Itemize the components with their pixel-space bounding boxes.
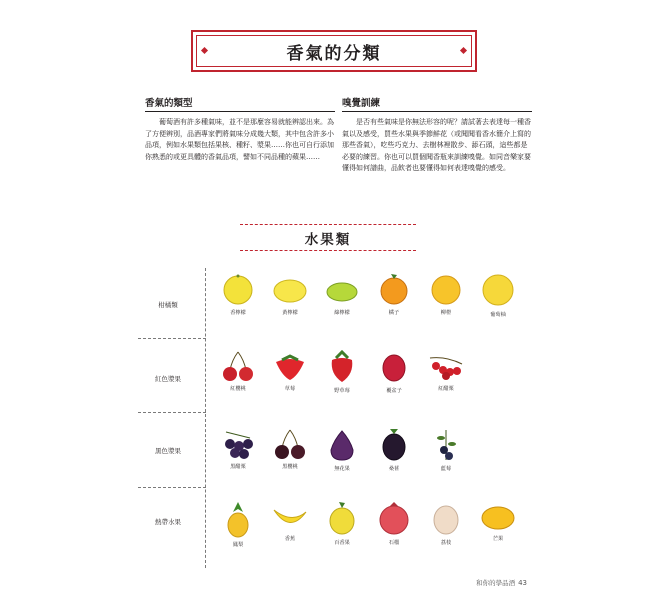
intro-left bbox=[145, 95, 335, 163]
fruit-name: 紅醋栗 bbox=[438, 386, 454, 392]
mango-icon bbox=[478, 500, 518, 532]
fruit-item bbox=[213, 428, 263, 470]
fruit-item bbox=[317, 350, 367, 394]
fruit-name: 香檸檬 bbox=[230, 310, 246, 316]
fruit-name: 草莓 bbox=[284, 386, 296, 392]
title-banner bbox=[191, 30, 477, 72]
black-cherry-icon bbox=[272, 428, 308, 460]
red-cherry-icon bbox=[220, 350, 256, 382]
intro-right-body: 是否有些氣味是你無法形容的呢？請試著去表達每一種香氣以及感受，買些水果與季節鮮花（或聞聞看香水簡介上寫的那些香氣），吃些巧克力、去樹林裡散步、舔石頭，這些都是必要的練習。你也可以買個聞香瓶來訓練嗅覺。如同音樂家要懂得如何譜曲，品飲者也要懂得如何表達嗅覺的感受。 bbox=[342, 118, 531, 172]
page-title: 香氣的分類 bbox=[286, 43, 382, 64]
category-label-red-berries: 紅色漿果 bbox=[155, 375, 181, 383]
fruit-item bbox=[213, 500, 263, 548]
book-title: 和你的學品酒 bbox=[476, 579, 516, 587]
mandarin-icon bbox=[377, 272, 411, 306]
fruit-item bbox=[421, 272, 471, 316]
fruit-item bbox=[473, 500, 523, 542]
fruit-item bbox=[265, 272, 315, 316]
fruit-item bbox=[421, 428, 471, 472]
ornament-icon bbox=[460, 47, 467, 54]
fruit-name: 黑醋栗 bbox=[230, 464, 246, 470]
fruit-item bbox=[265, 428, 315, 470]
intro-left-heading: 香氣的類型 bbox=[145, 95, 335, 112]
fruit-item bbox=[213, 272, 263, 316]
fruit-item bbox=[213, 350, 263, 392]
passion-fruit-icon bbox=[326, 500, 358, 536]
page-number: 43 bbox=[518, 579, 527, 587]
fruit-name: 無花果 bbox=[334, 466, 350, 472]
mulberry-icon bbox=[379, 428, 409, 462]
fruit-name: 紅櫻桃 bbox=[230, 386, 246, 392]
ornament-icon bbox=[201, 47, 208, 54]
page-footer bbox=[476, 578, 527, 587]
bergamot-icon bbox=[221, 272, 255, 306]
lime-icon bbox=[322, 272, 362, 306]
banana-icon bbox=[270, 500, 310, 532]
blueberry-icon bbox=[431, 428, 461, 462]
intro-left-body: 葡萄酒有許多種氣味，並不是那麼容易就能辨認出來。為了方便辨別，品酒專家們將氣味分成幾大類，其中包含許多小品項，例如水果類包括果核、種籽、漿果……你也可自行添加你熟悉的或更具體的香氣品項，譬如不同品種的蘋果…… bbox=[145, 118, 334, 161]
fruit-name: 橘子 bbox=[388, 310, 400, 316]
section-title-text: 水果類 bbox=[304, 232, 352, 248]
fruit-name: 藍莓 bbox=[440, 466, 452, 472]
fruit-item bbox=[317, 500, 367, 546]
category-label-black-berries: 黑色漿果 bbox=[155, 447, 181, 455]
lychee-icon bbox=[430, 500, 462, 536]
category-label-citrus: 柑橘類 bbox=[158, 301, 178, 309]
fruit-item bbox=[369, 500, 419, 546]
fruit-item bbox=[317, 272, 367, 316]
section-title bbox=[240, 228, 416, 248]
fruit-item bbox=[473, 272, 523, 318]
fruit-item bbox=[369, 428, 419, 472]
category-divider-vertical bbox=[205, 268, 206, 568]
fruit-name: 覆盆子 bbox=[386, 388, 402, 394]
fruit-name: 百香果 bbox=[334, 540, 350, 546]
intro-right-heading: 嗅覺訓練 bbox=[342, 95, 532, 112]
fruit-item bbox=[369, 272, 419, 316]
category-divider bbox=[138, 412, 206, 413]
fig-icon bbox=[326, 428, 358, 462]
category-divider bbox=[138, 487, 206, 488]
fruit-item bbox=[369, 350, 419, 394]
fruit-item bbox=[421, 500, 471, 546]
fruit-name: 鳳梨 bbox=[232, 542, 244, 548]
fruit-name: 柳橙 bbox=[440, 310, 452, 316]
blackcurrant-icon bbox=[220, 428, 256, 460]
grapefruit-icon bbox=[480, 272, 516, 308]
fruit-name: 香蕉 bbox=[284, 536, 296, 542]
divider bbox=[240, 224, 416, 225]
wild-strawberry-icon bbox=[326, 350, 358, 384]
fruit-name: 綠檸檬 bbox=[334, 310, 350, 316]
fruit-name: 桑葚 bbox=[388, 466, 400, 472]
raspberry-icon bbox=[379, 350, 409, 384]
fruit-item bbox=[265, 500, 315, 542]
fruit-name: 葡萄柚 bbox=[490, 312, 506, 318]
fruit-name: 黃檸檬 bbox=[282, 310, 298, 316]
pineapple-icon bbox=[223, 500, 253, 538]
category-divider bbox=[138, 338, 206, 339]
fruit-name: 黑櫻桃 bbox=[282, 464, 298, 470]
divider bbox=[240, 250, 416, 251]
fruit-name: 荔枝 bbox=[440, 540, 452, 546]
fruit-item bbox=[421, 350, 471, 392]
intro-right bbox=[342, 95, 532, 175]
fruit-name: 野草莓 bbox=[334, 388, 350, 394]
fruit-item bbox=[317, 428, 367, 472]
orange-icon bbox=[429, 272, 463, 306]
fruit-item bbox=[265, 350, 315, 392]
fruit-name: 石榴 bbox=[388, 540, 400, 546]
strawberry-icon bbox=[272, 350, 308, 382]
lemon-icon bbox=[270, 272, 310, 306]
pomegranate-icon bbox=[376, 500, 412, 536]
fruit-name: 芒果 bbox=[492, 536, 504, 542]
category-label-tropical: 熱帶水果 bbox=[155, 518, 181, 526]
redcurrant-icon bbox=[426, 350, 466, 382]
